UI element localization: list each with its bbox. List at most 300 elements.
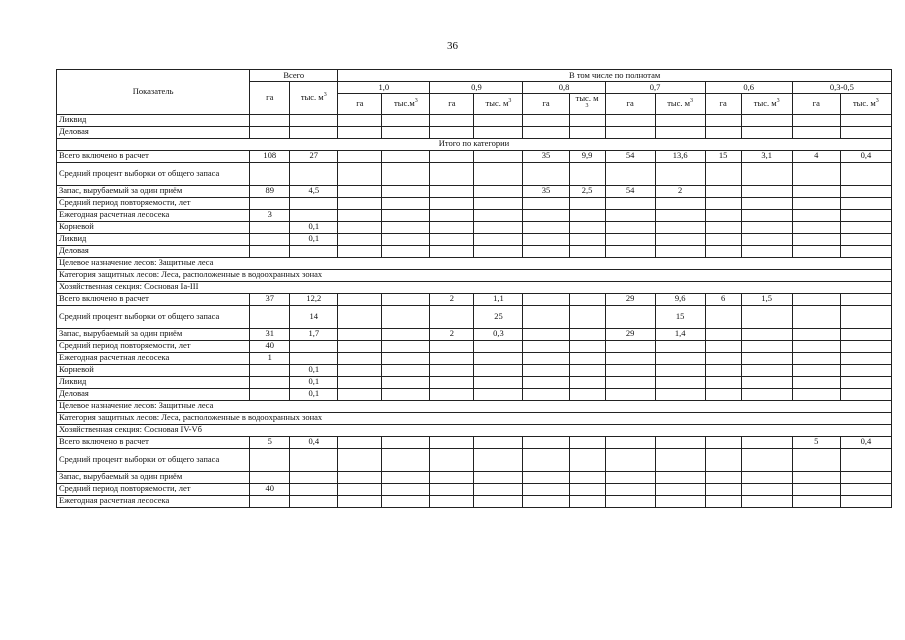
- table-cell: [382, 364, 430, 376]
- table-cell: [605, 305, 655, 328]
- row-label: Деловая: [57, 245, 250, 257]
- table-row: [57, 162, 892, 185]
- table-cell: [840, 245, 891, 257]
- table-cell: [705, 209, 741, 221]
- table-cell: [382, 293, 430, 305]
- table-cell: [474, 150, 523, 162]
- section-title-row: [57, 138, 892, 150]
- table-cell: 29: [605, 328, 655, 340]
- table-cell: [741, 388, 792, 400]
- row-label: Ликвид: [57, 114, 250, 126]
- table-cell: [655, 114, 705, 126]
- row-label: Всего включено в расчет: [57, 436, 250, 448]
- table-cell: [290, 126, 338, 138]
- density-group-header: В том числе по полнотам: [338, 70, 892, 82]
- table-cell: 5: [250, 436, 290, 448]
- table-cell: [840, 471, 891, 483]
- table-cell: [569, 305, 605, 328]
- table-cell: [523, 162, 569, 185]
- row-label: Всего включено в расчет: [57, 293, 250, 305]
- table-cell: [474, 495, 523, 507]
- table-cell: [569, 364, 605, 376]
- table-cell: [605, 114, 655, 126]
- table-cell: 0,1: [290, 221, 338, 233]
- table-cell: [430, 233, 474, 245]
- table-cell: 2,5: [569, 185, 605, 197]
- table-cell: [382, 245, 430, 257]
- table-cell: [430, 126, 474, 138]
- table-cell: 27: [290, 150, 338, 162]
- table-cell: [741, 364, 792, 376]
- table-cell: [290, 197, 338, 209]
- table-cell: [474, 471, 523, 483]
- row-label: Ликвид: [57, 233, 250, 245]
- table-cell: [705, 483, 741, 495]
- ha-header: га: [430, 94, 474, 115]
- table-cell: 37: [250, 293, 290, 305]
- row-label: Средний период повторяемости, лет: [57, 483, 250, 495]
- table-cell: [474, 483, 523, 495]
- note-row: [57, 281, 892, 293]
- table-cell: [382, 185, 430, 197]
- table-cell: 25: [474, 305, 523, 328]
- table-cell: [705, 162, 741, 185]
- table-cell: [523, 233, 569, 245]
- table-cell: 35: [523, 150, 569, 162]
- table-cell: [741, 126, 792, 138]
- table-cell: [523, 126, 569, 138]
- table-row: [57, 245, 892, 257]
- table-cell: 3,1: [741, 150, 792, 162]
- table-cell: 15: [705, 150, 741, 162]
- table-cell: 0,4: [290, 436, 338, 448]
- table-cell: [382, 352, 430, 364]
- table-cell: [430, 376, 474, 388]
- table-cell: 12,2: [290, 293, 338, 305]
- table-row: [57, 388, 892, 400]
- table-cell: [741, 376, 792, 388]
- m3-header: тыс. м $^3$: [569, 94, 605, 115]
- row-label: Ежегодная расчетная лесосека: [57, 352, 250, 364]
- table-cell: [792, 185, 840, 197]
- table-cell: 2: [430, 293, 474, 305]
- note-row: [57, 412, 892, 424]
- table-cell: [741, 162, 792, 185]
- table-cell: [569, 495, 605, 507]
- table-cell: [741, 328, 792, 340]
- table-cell: [338, 126, 382, 138]
- table-cell: [523, 197, 569, 209]
- total-m3-header: тыс. $м^3$: [290, 82, 338, 115]
- table-cell: [250, 221, 290, 233]
- table-cell: [741, 495, 792, 507]
- row-label: Деловая: [57, 126, 250, 138]
- table-cell: [290, 448, 338, 471]
- table-cell: [605, 221, 655, 233]
- section-note: Хозяйственная секция: Сосновая IV-Vб: [57, 424, 892, 436]
- table-cell: [523, 305, 569, 328]
- table-cell: [840, 448, 891, 471]
- table-cell: 54: [605, 185, 655, 197]
- m3-header: тыс. $м^3$: [655, 94, 705, 115]
- table-cell: [338, 471, 382, 483]
- row-label: Средний период повторяемости, лет: [57, 197, 250, 209]
- table-cell: [840, 352, 891, 364]
- table-cell: [705, 376, 741, 388]
- table-cell: [338, 114, 382, 126]
- table-cell: [382, 221, 430, 233]
- table-cell: [705, 364, 741, 376]
- table-cell: [655, 376, 705, 388]
- table-cell: [382, 495, 430, 507]
- table-cell: [569, 126, 605, 138]
- row-label: Средний процент выборки от общего запаса: [57, 448, 250, 471]
- section-note: Хозяйственная секция: Сосновая Ia-III: [57, 281, 892, 293]
- table-cell: [705, 495, 741, 507]
- table-cell: [430, 448, 474, 471]
- table-cell: 9,9: [569, 150, 605, 162]
- table-cell: [430, 114, 474, 126]
- table-cell: 0,1: [290, 364, 338, 376]
- row-label: Ликвид: [57, 376, 250, 388]
- table-cell: [569, 245, 605, 257]
- table-cell: [655, 364, 705, 376]
- table-cell: [250, 233, 290, 245]
- table-cell: [338, 448, 382, 471]
- m3-header: тыс. $м^3$: [741, 94, 792, 115]
- table-cell: [474, 245, 523, 257]
- table-cell: [474, 162, 523, 185]
- table-cell: [382, 197, 430, 209]
- table-cell: [705, 245, 741, 257]
- density-header: 0,8: [523, 82, 605, 94]
- table-cell: [250, 376, 290, 388]
- table-cell: [655, 495, 705, 507]
- table-cell: [338, 293, 382, 305]
- density-header: 0,7: [605, 82, 705, 94]
- table-cell: [523, 328, 569, 340]
- table-cell: [840, 305, 891, 328]
- table-cell: [569, 340, 605, 352]
- table-cell: [840, 328, 891, 340]
- table-cell: [430, 436, 474, 448]
- table-cell: [705, 185, 741, 197]
- table-cell: [605, 483, 655, 495]
- table-cell: [338, 305, 382, 328]
- row-label: Запас, вырубаемый за один приём: [57, 328, 250, 340]
- table-cell: [655, 245, 705, 257]
- table-body: [57, 114, 892, 507]
- table-cell: [605, 388, 655, 400]
- table-cell: [474, 233, 523, 245]
- table-row: [57, 209, 892, 221]
- table-cell: [382, 150, 430, 162]
- table-cell: [741, 114, 792, 126]
- table-row: [57, 352, 892, 364]
- table-cell: [705, 328, 741, 340]
- table-row: [57, 340, 892, 352]
- table-cell: [250, 495, 290, 507]
- table-cell: [705, 340, 741, 352]
- table-cell: [474, 364, 523, 376]
- table-cell: 0,3: [474, 328, 523, 340]
- m3-header: $тыс.м^3$: [382, 94, 430, 115]
- page-number: 36: [447, 40, 458, 52]
- table-cell: 15: [655, 305, 705, 328]
- table-cell: [840, 221, 891, 233]
- table-cell: [382, 305, 430, 328]
- table-cell: 54: [605, 150, 655, 162]
- table-cell: [523, 376, 569, 388]
- table-cell: [569, 162, 605, 185]
- table-cell: [569, 221, 605, 233]
- table-cell: [338, 221, 382, 233]
- table-cell: [338, 197, 382, 209]
- table-cell: [474, 185, 523, 197]
- table-cell: [655, 197, 705, 209]
- table-cell: [474, 197, 523, 209]
- table-cell: [250, 162, 290, 185]
- table-cell: [523, 221, 569, 233]
- table-cell: [741, 483, 792, 495]
- table-row: [57, 197, 892, 209]
- table-cell: [250, 448, 290, 471]
- table-cell: [840, 495, 891, 507]
- table-cell: [290, 495, 338, 507]
- table-cell: [250, 305, 290, 328]
- table-cell: [569, 352, 605, 364]
- table-cell: [290, 471, 338, 483]
- density-header: 0,6: [705, 82, 792, 94]
- table-cell: [840, 209, 891, 221]
- table-cell: [792, 221, 840, 233]
- table-cell: [605, 364, 655, 376]
- table-cell: [474, 114, 523, 126]
- table-cell: [338, 376, 382, 388]
- table-cell: [741, 233, 792, 245]
- density-header: 0,9: [430, 82, 523, 94]
- table-cell: [792, 340, 840, 352]
- table-cell: [792, 293, 840, 305]
- table-cell: 14: [290, 305, 338, 328]
- row-label: Средний период повторяемости, лет: [57, 340, 250, 352]
- table-cell: [523, 388, 569, 400]
- table-cell: [605, 448, 655, 471]
- table-cell: [605, 233, 655, 245]
- table-cell: 1,4: [655, 328, 705, 340]
- table-row: [57, 448, 892, 471]
- table-cell: [523, 364, 569, 376]
- table-cell: [741, 209, 792, 221]
- table-cell: [569, 328, 605, 340]
- table-cell: [741, 245, 792, 257]
- table-cell: [250, 114, 290, 126]
- table-cell: [792, 328, 840, 340]
- table-row: [57, 114, 892, 126]
- table-cell: [741, 436, 792, 448]
- table-cell: [338, 162, 382, 185]
- table-cell: [523, 471, 569, 483]
- table-cell: [569, 376, 605, 388]
- table-cell: [290, 483, 338, 495]
- table-cell: [382, 388, 430, 400]
- table-cell: [523, 352, 569, 364]
- table-cell: [474, 126, 523, 138]
- table-row: [57, 364, 892, 376]
- table-cell: [474, 436, 523, 448]
- ha-header: га: [523, 94, 569, 115]
- table-cell: [792, 364, 840, 376]
- table-cell: [523, 495, 569, 507]
- table-cell: [569, 114, 605, 126]
- table-cell: [840, 185, 891, 197]
- table-row: [57, 293, 892, 305]
- note-row: [57, 424, 892, 436]
- table-cell: 31: [250, 328, 290, 340]
- table-cell: [430, 471, 474, 483]
- table-cell: [430, 352, 474, 364]
- table-cell: [655, 233, 705, 245]
- row-label: Запас, вырубаемый за один приём: [57, 471, 250, 483]
- table-cell: [705, 305, 741, 328]
- table-cell: [655, 162, 705, 185]
- table-cell: [290, 245, 338, 257]
- table-row: [57, 185, 892, 197]
- table-cell: [523, 483, 569, 495]
- table-cell: [382, 126, 430, 138]
- table-cell: [840, 162, 891, 185]
- table-cell: [705, 233, 741, 245]
- ha-header: га: [338, 94, 382, 115]
- row-label: Средний процент выборки от общего запаса: [57, 162, 250, 185]
- table-row: [57, 495, 892, 507]
- table-cell: 2: [655, 185, 705, 197]
- table-cell: [430, 162, 474, 185]
- table-cell: 5: [792, 436, 840, 448]
- forest-report-table: [56, 69, 892, 508]
- table-cell: 4,5: [290, 185, 338, 197]
- table-cell: [523, 209, 569, 221]
- table-cell: 9,6: [655, 293, 705, 305]
- table-cell: [430, 340, 474, 352]
- table-cell: [430, 483, 474, 495]
- table-cell: [338, 328, 382, 340]
- table-cell: [840, 114, 891, 126]
- table-cell: [792, 197, 840, 209]
- table-cell: [569, 233, 605, 245]
- section-note: Категория защитных лесов: Леса, расположенные в водоохранных зонах: [57, 412, 892, 424]
- table-cell: [338, 150, 382, 162]
- table-cell: [250, 471, 290, 483]
- total-ha-header: га: [250, 82, 290, 115]
- table-cell: [523, 245, 569, 257]
- table-cell: 0,4: [840, 150, 891, 162]
- table-cell: [430, 305, 474, 328]
- table-cell: [655, 448, 705, 471]
- table-cell: [741, 448, 792, 471]
- table-cell: [605, 471, 655, 483]
- table-cell: [705, 126, 741, 138]
- table-cell: [523, 114, 569, 126]
- table-cell: [523, 293, 569, 305]
- table-cell: [250, 245, 290, 257]
- table-cell: [290, 209, 338, 221]
- table-cell: [655, 221, 705, 233]
- row-label: Ежегодная расчетная лесосека: [57, 495, 250, 507]
- table-cell: [840, 197, 891, 209]
- table-cell: [569, 197, 605, 209]
- table-cell: [382, 471, 430, 483]
- table-cell: [382, 233, 430, 245]
- table-cell: [792, 495, 840, 507]
- table-cell: 1,1: [474, 293, 523, 305]
- table-cell: [605, 352, 655, 364]
- table-cell: 89: [250, 185, 290, 197]
- table-cell: [840, 340, 891, 352]
- table-cell: [382, 162, 430, 185]
- table-cell: [382, 209, 430, 221]
- table-cell: [705, 388, 741, 400]
- table-cell: [655, 209, 705, 221]
- table-cell: [792, 305, 840, 328]
- table-cell: [741, 340, 792, 352]
- table-cell: [705, 114, 741, 126]
- table-cell: [338, 245, 382, 257]
- table-cell: [792, 388, 840, 400]
- table-cell: [382, 448, 430, 471]
- table-row: [57, 436, 892, 448]
- table-cell: 108: [250, 150, 290, 162]
- table-cell: [840, 364, 891, 376]
- table-cell: [430, 197, 474, 209]
- table-cell: 29: [605, 293, 655, 305]
- table-cell: [250, 126, 290, 138]
- table-cell: 2: [430, 328, 474, 340]
- table-cell: [792, 471, 840, 483]
- table-cell: [430, 185, 474, 197]
- table-cell: [840, 126, 891, 138]
- table-row: [57, 483, 892, 495]
- table-cell: [569, 209, 605, 221]
- table-row: [57, 305, 892, 328]
- table-cell: [792, 245, 840, 257]
- table-cell: [655, 340, 705, 352]
- table-cell: [655, 471, 705, 483]
- table-cell: [338, 364, 382, 376]
- table-cell: [705, 197, 741, 209]
- table-cell: [569, 293, 605, 305]
- table-cell: [430, 364, 474, 376]
- row-label: Деловая: [57, 388, 250, 400]
- section-note: Категория защитных лесов: Леса, расположенные в водоохранных зонах: [57, 269, 892, 281]
- table-cell: [430, 150, 474, 162]
- table-cell: [338, 185, 382, 197]
- table-cell: [741, 471, 792, 483]
- table-cell: [290, 114, 338, 126]
- table-cell: 1,5: [741, 293, 792, 305]
- table-cell: [655, 352, 705, 364]
- table-cell: [474, 209, 523, 221]
- table-row: [57, 328, 892, 340]
- table-cell: [338, 436, 382, 448]
- table-cell: [605, 340, 655, 352]
- table-cell: 35: [523, 185, 569, 197]
- table-cell: [382, 328, 430, 340]
- table-cell: [705, 448, 741, 471]
- table-cell: [605, 162, 655, 185]
- table-cell: [840, 376, 891, 388]
- table-cell: 0,1: [290, 376, 338, 388]
